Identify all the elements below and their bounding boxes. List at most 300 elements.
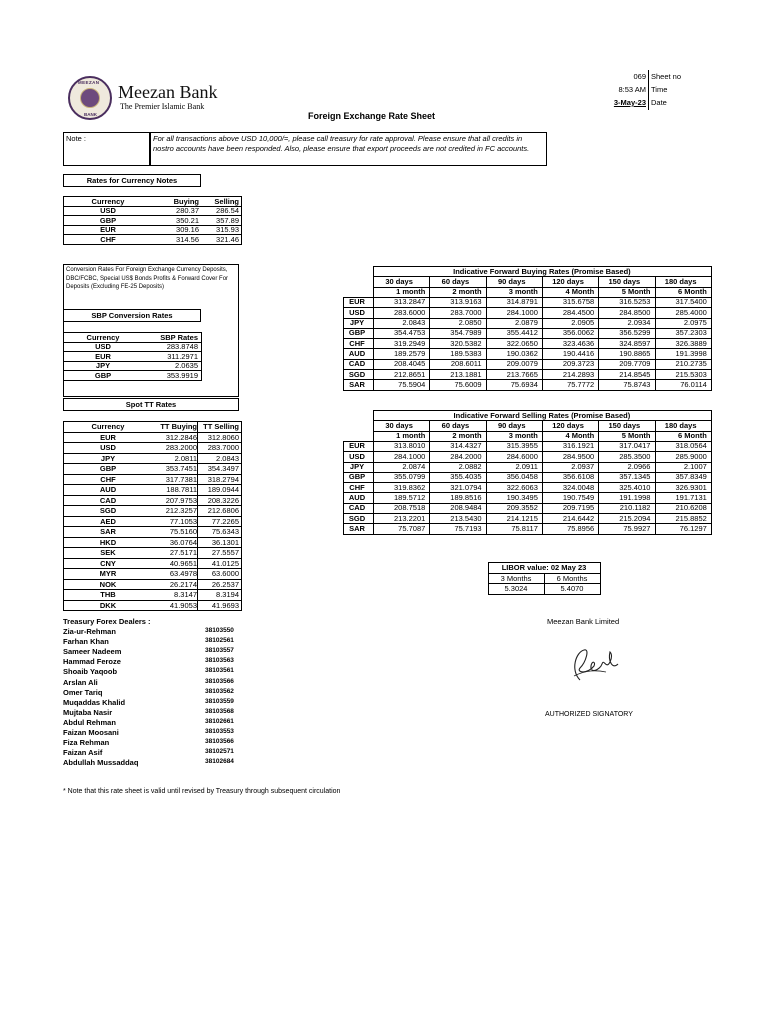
- grid-line: [63, 370, 201, 371]
- forward-rate: 75.7193: [454, 523, 482, 533]
- tt-selling-rate: 75.6343: [211, 527, 239, 536]
- forward-rate: 191.7131: [675, 492, 707, 502]
- forward-rate: 314.4327: [450, 441, 482, 451]
- forward-rate: 284.1000: [394, 451, 426, 461]
- tt-buying-rate: 40.9651: [169, 558, 197, 568]
- grid-line: [542, 276, 543, 389]
- forward-rate: 316.5253: [619, 297, 651, 307]
- grid-line: [343, 318, 373, 319]
- selling-rate: 286.54: [216, 206, 239, 216]
- forward-rate: 284.2000: [450, 451, 482, 461]
- grid-line: [343, 338, 373, 339]
- conversion-text: Conversion Rates For Foreign Exchange Currency Deposits, DBC/FCBC, Special US$ Bonds Profits & Forward Cover For Deposits (Excluding FE-25 Deposits): [66, 267, 229, 290]
- dealer-name: Sameer Nadeem: [63, 647, 122, 657]
- forward-rate: 326.9301: [675, 482, 707, 492]
- grid-line: [343, 534, 373, 535]
- currency-code: MYR: [99, 569, 117, 578]
- dealer-name: Hammad Feroze: [63, 657, 121, 667]
- forward-rate: 213.5430: [450, 513, 482, 523]
- forward-rate: 284.8500: [619, 307, 651, 317]
- forward-rate: 317.0417: [619, 441, 651, 451]
- grid-line: [429, 276, 430, 389]
- forward-rate: 208.4045: [394, 359, 426, 369]
- forward-rate: 212.8651: [394, 369, 426, 379]
- tt-buying-rate: 2.0811: [174, 453, 197, 463]
- forward-rate: 313.9163: [450, 297, 482, 307]
- forward-rate: 75.8743: [623, 379, 651, 389]
- forward-rate: 75.9927: [623, 523, 651, 533]
- buying-rate: 309.16: [176, 225, 199, 235]
- grid-line: [598, 420, 599, 533]
- column-header: Selling: [214, 196, 239, 206]
- forward-rate: 209.3723: [562, 359, 595, 369]
- grid-line: [63, 361, 201, 362]
- column-header: Currency: [91, 422, 125, 431]
- forward-rate: 209.3552: [506, 503, 538, 513]
- grid-line: [63, 380, 201, 381]
- signature-image: [566, 640, 626, 688]
- forward-rate: 357.8349: [675, 472, 707, 482]
- currency-code: AUD: [348, 348, 366, 358]
- grid-line: [63, 206, 241, 207]
- grid-line: [343, 513, 373, 514]
- grid-line: [373, 266, 711, 267]
- dealer-name: Faizan Moosani: [63, 728, 119, 737]
- forward-rate: 75.5904: [398, 379, 426, 389]
- day-header: 120 days: [552, 276, 584, 286]
- forward-rate: 313.2847: [394, 297, 426, 307]
- grid-line: [429, 420, 430, 533]
- forward-rate: 209.7709: [619, 359, 651, 369]
- currency-code: GBP: [94, 370, 112, 380]
- forward-rate: 2.0966: [627, 462, 651, 471]
- forward-rate: 214.6442: [562, 513, 595, 523]
- grid-line: [63, 332, 201, 333]
- currency-code: CNY: [100, 558, 116, 568]
- currency-notes-title: Rates for Currency Notes: [86, 176, 178, 185]
- grid-line: [63, 568, 241, 569]
- forward-rate: 357.1345: [619, 472, 651, 482]
- forward-rate: 76.0114: [680, 379, 707, 389]
- forward-rate: 189.2579: [394, 348, 426, 358]
- forward-rate: 285.3500: [619, 451, 651, 461]
- grid-line: [63, 196, 241, 197]
- grid-line: [63, 463, 241, 464]
- tt-buying-rate: 212.3257: [165, 506, 197, 515]
- forward-rate: 75.7772: [567, 379, 595, 389]
- grid-line: [343, 441, 344, 534]
- forward-rate: 210.1182: [619, 503, 651, 513]
- table-title: Indicative Forward Buying Rates (Promise Based): [453, 266, 631, 276]
- tt-selling-rate: 63.6000: [211, 569, 239, 578]
- tt-buying-rate: 75.5160: [169, 527, 197, 536]
- currency-code: EUR: [349, 297, 365, 307]
- sheet-no-label: Sheet no: [651, 72, 682, 81]
- currency-code: SAR: [100, 527, 116, 536]
- forward-rate: 321.0794: [450, 482, 482, 492]
- month-header: 6 Month: [678, 431, 707, 441]
- sbp-rate: 311.2971: [167, 351, 198, 361]
- tt-buying-rate: 77.1053: [169, 516, 197, 526]
- currency-code: GBP: [348, 328, 366, 338]
- currency-code: JPY: [100, 453, 116, 463]
- grid-line: [343, 297, 373, 298]
- selling-rate: 321.46: [216, 234, 239, 244]
- grid-line: [343, 451, 373, 452]
- dealer-name: Muqaddas Khalid: [63, 697, 126, 707]
- tt-selling-rate: 318.2794: [207, 474, 239, 484]
- currency-code: AUD: [348, 492, 366, 502]
- forward-rate: 2.0874: [402, 462, 426, 471]
- tt-selling-rate: 41.0125: [211, 558, 239, 568]
- month-header: 4 Month: [565, 287, 595, 297]
- time-value: 8:53 AM: [618, 85, 646, 94]
- grid-line: [655, 276, 656, 389]
- column-header: Buying: [173, 196, 199, 206]
- grid-line: [488, 594, 600, 595]
- grid-line: [63, 234, 241, 235]
- forward-rate: 190.8865: [619, 348, 651, 358]
- day-header: 180 days: [664, 276, 697, 286]
- grid-line: [544, 573, 545, 594]
- logo-bottom-text: BANK: [84, 112, 97, 117]
- grid-line: [343, 390, 373, 391]
- tt-selling-rate: 8.3194: [216, 590, 239, 599]
- dealer-name: Farhan Khan: [63, 637, 109, 647]
- sbp-rate: 2.0635: [175, 361, 198, 371]
- forward-rate: 189.5383: [450, 348, 482, 358]
- time-label: Time: [651, 85, 668, 94]
- forward-rate: 319.2949: [394, 338, 426, 348]
- column-header: Currency: [86, 332, 120, 342]
- tt-selling-rate: 208.3226: [207, 495, 239, 505]
- dealer-phone: 38103557: [205, 647, 234, 655]
- forward-rate: 2.0911: [515, 462, 538, 471]
- forward-rate: 285.9000: [675, 451, 707, 461]
- forward-rate: 190.4416: [562, 348, 595, 358]
- dealer-phone: 38103553: [205, 728, 234, 735]
- tt-buying-rate: 41.9053: [169, 600, 197, 610]
- grid-line: [343, 297, 344, 390]
- tt-buying-rate: 207.9753: [165, 495, 197, 505]
- forward-rate: 284.4500: [562, 307, 595, 317]
- forward-rate: 2.0975: [683, 318, 707, 327]
- libor-title: LIBOR value: 02 May 23: [501, 563, 587, 572]
- grid-line: [600, 562, 601, 595]
- tt-buying-rate: 317.7381: [165, 474, 197, 484]
- currency-code: USD: [349, 451, 365, 461]
- note-text: For all transactions above USD 10,000/=, please call treasury for rate approval. Please ensure that all credits in nostro accounts have been responded. Also, please ensure that export proceeds are not credited in FC accounts.: [153, 134, 530, 153]
- forward-rate: 2.0843: [402, 318, 426, 327]
- column-header: Currency: [91, 196, 125, 206]
- forward-rate: 75.6934: [510, 379, 538, 389]
- forward-rate: 215.5303: [675, 369, 707, 379]
- month-header: 5 Month: [621, 431, 651, 441]
- dealer-name: Arslan Ali: [63, 677, 98, 687]
- forward-rate: 323.4636: [562, 338, 595, 348]
- forward-rate: 357.2303: [675, 328, 707, 338]
- libor-value: 5.3024: [504, 584, 528, 593]
- grid-line: [343, 328, 373, 329]
- currency-code: CAD: [348, 359, 366, 369]
- grid-line: [63, 589, 241, 590]
- grid-line: [63, 421, 64, 610]
- currency-code: AED: [100, 516, 116, 526]
- forward-rate: 354.4753: [394, 328, 426, 338]
- forward-rate: 213.1881: [450, 369, 482, 379]
- grid-line: [63, 505, 241, 506]
- grid-line: [486, 276, 487, 389]
- grid-line: [655, 420, 656, 533]
- currency-code: JPY: [95, 361, 111, 371]
- column-header: TT Selling: [203, 422, 239, 431]
- grid-line: [711, 410, 712, 535]
- forward-rate: 214.1215: [506, 513, 538, 523]
- bank-logo: [68, 76, 112, 120]
- forward-rate: 190.3495: [506, 492, 538, 502]
- currency-code: EUR: [349, 441, 365, 451]
- forward-rate: 190.7549: [562, 492, 595, 502]
- grid-line: [373, 266, 374, 390]
- forward-rate: 326.3889: [675, 338, 707, 348]
- grid-line: [201, 332, 202, 381]
- currency-code: SGD: [348, 513, 366, 523]
- forward-rate: 209.0079: [506, 359, 538, 369]
- grid-line: [373, 390, 711, 391]
- grid-line: [63, 453, 241, 454]
- month-header: 3 month: [508, 431, 538, 441]
- grid-line: [343, 482, 373, 483]
- dealer-phone: 38103566: [205, 677, 234, 685]
- dealer-name: Omer Tariq: [63, 687, 103, 697]
- grid-line: [63, 484, 241, 485]
- grid-line: [542, 420, 543, 533]
- tt-buying-rate: 63.4978: [169, 569, 197, 578]
- day-header: 60 days: [441, 276, 470, 286]
- grid-line: [343, 472, 373, 473]
- forward-rate: 208.7518: [394, 503, 426, 513]
- forward-rate: 75.8956: [567, 523, 595, 533]
- logo-top-text: MEEZAN: [78, 80, 100, 85]
- grid-line: [63, 558, 241, 559]
- libor-value: 5.4070: [560, 584, 584, 593]
- grid-line: [63, 579, 241, 580]
- currency-code: CHF: [349, 338, 365, 348]
- forward-rate: 215.8852: [675, 513, 707, 523]
- forward-rate: 355.4412: [506, 328, 538, 338]
- forward-rate: 285.4000: [675, 307, 707, 317]
- forward-rate: 354.7989: [450, 328, 482, 338]
- forward-rate: 356.0458: [506, 472, 538, 482]
- forward-rate: 322.0650: [506, 338, 538, 348]
- tt-buying-rate: 36.0764: [169, 537, 197, 547]
- currency-code: CHF: [349, 482, 365, 492]
- forward-rate: 189.5712: [394, 492, 426, 502]
- libor-header: 6 Months: [556, 573, 588, 583]
- dealer-phone: 38103561: [205, 667, 234, 675]
- day-header: 30 days: [385, 276, 413, 286]
- forward-rate: 210.2735: [675, 359, 707, 369]
- forward-rate: 284.6000: [506, 451, 538, 461]
- currency-code: CHF: [100, 474, 116, 484]
- buying-rate: 280.37: [176, 206, 199, 216]
- forward-rate: 313.8010: [394, 441, 426, 451]
- forward-rate: 208.9484: [450, 503, 482, 513]
- authorized-signatory: AUTHORIZED SIGNATORY: [545, 711, 633, 718]
- forward-rate: 2.0882: [458, 462, 482, 471]
- tt-selling-rate: 212.6806: [207, 506, 239, 515]
- note-label: Note :: [66, 134, 87, 143]
- grid-line: [343, 523, 373, 524]
- grid-line: [63, 610, 241, 611]
- grid-line: [63, 495, 241, 496]
- dealer-name: Faizan Asif: [63, 748, 103, 758]
- date-label: Date: [651, 98, 667, 107]
- tt-selling-rate: 26.2537: [211, 579, 239, 589]
- grid-line: [343, 462, 373, 463]
- currency-code: SAR: [349, 379, 365, 389]
- month-header: 5 Month: [621, 287, 651, 297]
- grid-line: [343, 307, 373, 308]
- grid-line: [63, 526, 241, 527]
- grid-line: [488, 562, 489, 594]
- currency-code: USD: [100, 206, 116, 216]
- dealer-name: Abdul Rehman: [63, 717, 116, 727]
- grid-line: [63, 442, 241, 443]
- tt-selling-rate: 2.0843: [216, 453, 239, 463]
- grid-line: [343, 441, 373, 442]
- forward-rate: 2.0850: [458, 318, 482, 327]
- currency-code: SGD: [99, 506, 117, 515]
- currency-code: SAR: [349, 523, 365, 533]
- forward-rate: 356.5299: [619, 328, 651, 338]
- grid-line: [343, 503, 373, 504]
- footer-note: * Note that this rate sheet is valid until revised by Treasury through subsequent circulation: [63, 788, 341, 795]
- grid-line: [63, 244, 241, 245]
- currency-code: EUR: [100, 432, 116, 442]
- month-header: 3 month: [508, 287, 538, 297]
- day-header: 90 days: [497, 420, 526, 430]
- currency-code: USD: [349, 307, 365, 317]
- tt-buying-rate: 26.2174: [169, 579, 197, 589]
- currency-code: EUR: [95, 351, 111, 361]
- month-header: 2 month: [452, 431, 482, 441]
- forward-rate: 214.2893: [562, 369, 595, 379]
- currency-code: GBP: [99, 464, 117, 473]
- forward-rate: 315.3955: [506, 441, 538, 451]
- month-header: 1 month: [396, 431, 426, 441]
- grid-line: [63, 342, 201, 343]
- dealer-name: Mujtaba Nasir: [63, 707, 113, 717]
- forward-rate: 319.8362: [394, 482, 426, 492]
- currency-code: THB: [100, 590, 116, 599]
- tt-selling-rate: 77.2265: [211, 516, 239, 526]
- currency-code: JPY: [349, 318, 365, 327]
- day-header: 150 days: [608, 420, 641, 430]
- buying-rate: 314.56: [176, 234, 199, 244]
- forward-rate: 325.4010: [619, 482, 651, 492]
- month-header: 6 Month: [678, 287, 707, 297]
- grid-line: [197, 421, 198, 610]
- tt-selling-rate: 189.0944: [207, 485, 239, 494]
- currency-code: GBP: [348, 472, 366, 482]
- grid-line: [63, 196, 64, 244]
- forward-rate: 2.0905: [571, 318, 595, 327]
- sbp-rate: 353.9919: [166, 370, 198, 380]
- grid-line: [241, 421, 242, 611]
- bank-name: Meezan Bank: [118, 82, 218, 102]
- currency-code: JPY: [349, 462, 365, 471]
- month-header: 1 month: [396, 287, 426, 297]
- forward-rate: 316.1921: [562, 441, 595, 451]
- forward-rate: 75.8117: [511, 523, 538, 533]
- column-header: TT Buying: [160, 422, 197, 431]
- tt-buying-rate: 8.3147: [174, 590, 197, 599]
- dealer-phone: 38102571: [205, 748, 234, 756]
- grid-line: [488, 562, 600, 563]
- forward-rate: 283.6000: [394, 307, 426, 317]
- currency-code: USD: [100, 443, 116, 452]
- currency-code: DKK: [99, 600, 117, 610]
- dealer-phone: 38102661: [205, 717, 234, 725]
- grid-line: [486, 420, 487, 533]
- currency-code: GBP: [99, 215, 117, 225]
- grid-line: [63, 432, 241, 433]
- tt-selling-rate: 27.5557: [211, 548, 239, 557]
- forward-rate: 191.1998: [619, 492, 651, 502]
- tt-buying-rate: 283.2000: [165, 443, 197, 452]
- forward-rate: 214.8545: [619, 369, 651, 379]
- grid-line: [343, 348, 373, 349]
- forward-rate: 213.7665: [506, 369, 538, 379]
- currency-code: CAD: [99, 495, 117, 505]
- date-value: 3-May-23: [613, 98, 646, 107]
- currency-code: HKD: [99, 537, 117, 547]
- forward-rate: 2.0934: [627, 318, 651, 327]
- dealer-name: Shoaib Yaqoob: [63, 667, 118, 677]
- forward-rate: 356.6108: [562, 472, 595, 482]
- month-header: 4 Month: [565, 431, 595, 441]
- currency-code: EUR: [100, 225, 116, 235]
- forward-rate: 314.8791: [506, 297, 538, 307]
- forward-rate: 189.8516: [450, 492, 482, 502]
- dealer-phone: 38103550: [205, 627, 234, 634]
- sbp-rate: 283.8748: [166, 342, 198, 352]
- dealer-name: Zia-ur-Rehman: [63, 627, 116, 636]
- forward-rate: 284.9500: [562, 451, 595, 461]
- grid-line: [373, 410, 374, 534]
- forward-rate: 284.1000: [506, 307, 538, 317]
- sheet-no-value: 069: [633, 72, 646, 81]
- grid-line: [241, 196, 242, 245]
- day-header: 120 days: [552, 420, 584, 430]
- table-title: Indicative Forward Selling Rates (Promise Based): [453, 410, 631, 420]
- day-header: 60 days: [441, 420, 470, 430]
- grid-line: [343, 379, 373, 380]
- bank-tagline: The Premier Islamic Bank: [120, 102, 205, 111]
- forward-rate: 209.7195: [562, 503, 595, 513]
- grid-line: [63, 215, 241, 216]
- currency-code: SGD: [348, 369, 366, 379]
- forward-rate: 210.6208: [675, 503, 707, 513]
- dealer-phone: 38103562: [205, 687, 234, 695]
- forward-rate: 75.6009: [454, 379, 482, 389]
- forward-rate: 2.1007: [683, 462, 707, 471]
- dealer-name: Fiza Rehman: [63, 738, 110, 748]
- month-header: 2 month: [452, 287, 482, 297]
- grid-line: [373, 534, 711, 535]
- forward-rate: 2.0937: [571, 462, 595, 471]
